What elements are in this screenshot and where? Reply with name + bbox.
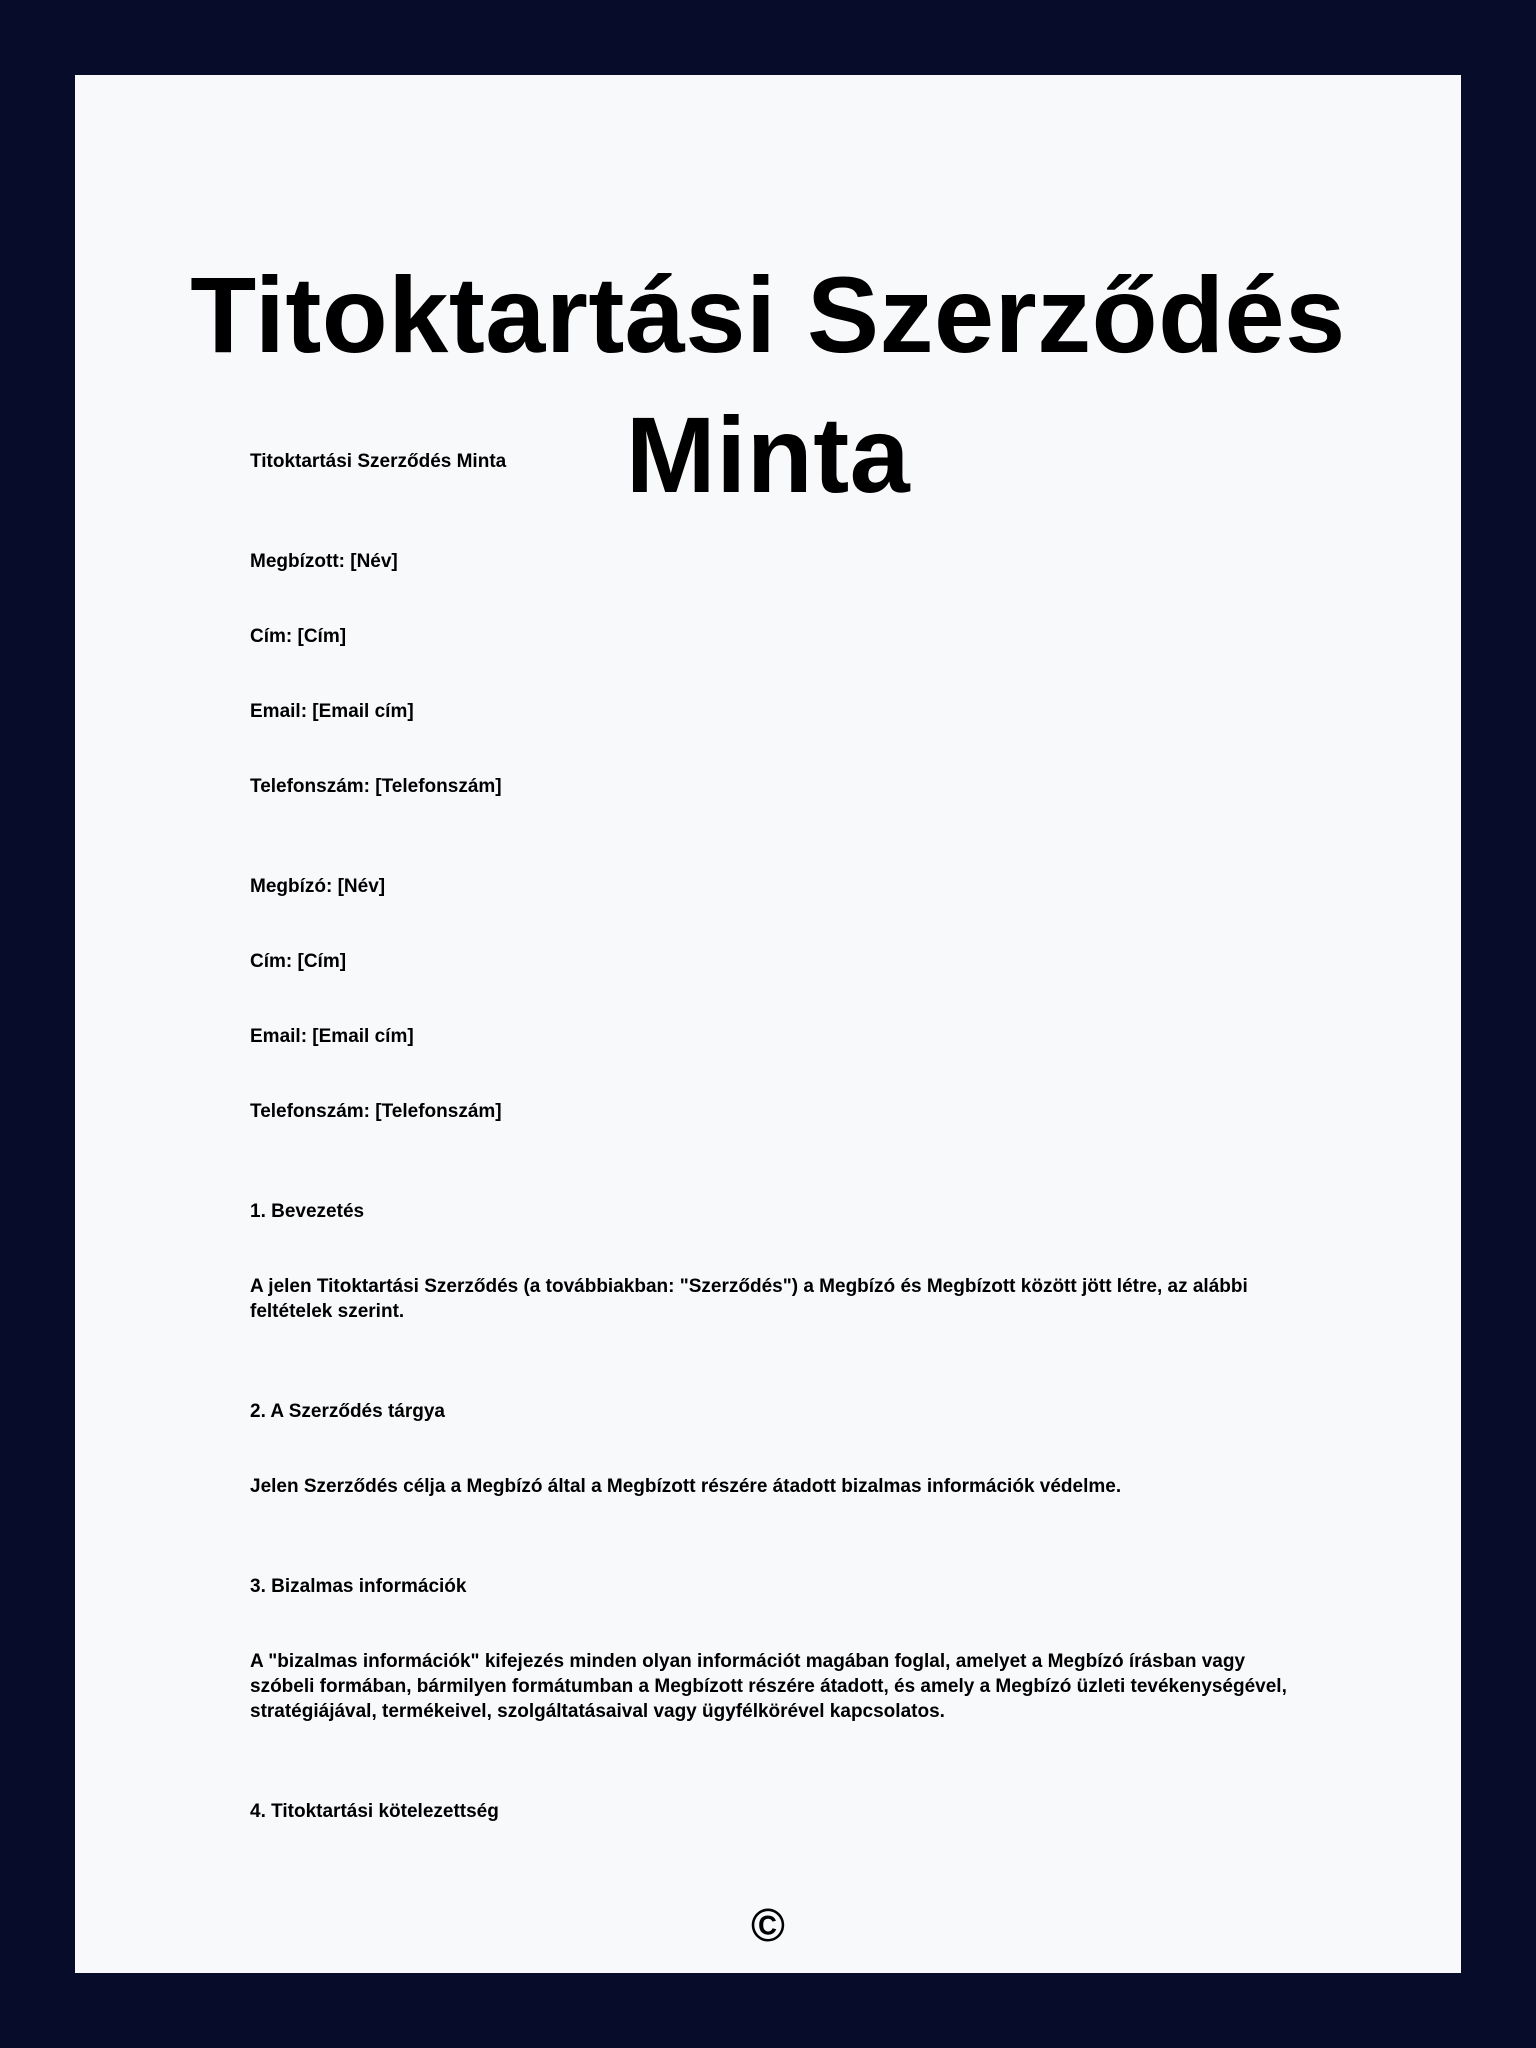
section-heading: 1. Bevezetés xyxy=(250,1201,365,1222)
section-heading: 4. Titoktartási kötelezettség xyxy=(250,1801,499,1822)
section-body: Jelen Szerződés célja a Megbízó által a Megbízott részére átadott bizalmas információk védelme. xyxy=(250,1476,1122,1497)
section-heading: 3. Bizalmas információk xyxy=(250,1576,467,1597)
principal-phone: Telefonszám: [Telefonszám] xyxy=(250,1101,502,1122)
agent-address: Cím: [Cím] xyxy=(250,626,347,647)
principal-address: Cím: [Cím] xyxy=(250,951,347,972)
document-page xyxy=(75,75,1461,1973)
page-title: Titoktartási Szerződés Minta xyxy=(190,254,1346,516)
document-subtitle: Titoktartási Szerződés Minta xyxy=(250,451,507,472)
section-heading: 2. A Szerződés tárgya xyxy=(250,1401,446,1422)
principal-email: Email: [Email cím] xyxy=(250,1026,414,1047)
section-body: A jelen Titoktartási Szerződés (a továbbiakban: "Szerződés") a Megbízó és Megbízott között jött létre, az alábbi feltételek szerint. xyxy=(250,1276,1248,1322)
principal-name: Megbízó: [Név] xyxy=(250,876,386,897)
agent-email: Email: [Email cím] xyxy=(250,701,414,722)
copyright-symbol: © xyxy=(751,1899,785,1951)
agent-phone: Telefonszám: [Telefonszám] xyxy=(250,776,502,797)
agent-name: Megbízott: [Név] xyxy=(250,551,398,572)
section-body: A "bizalmas információk" kifejezés minden olyan információt magában foglal, amelyet a Megbízó írásban vagy szóbeli formában, bármilyen formátumban a Megbízott részére átadott, és amely a Megbízó üzleti tevékenységével, stratégiájával, termékeivel, szolgáltatásaival vagy ügyfélkörével kapcsolatos. xyxy=(250,1651,1287,1722)
